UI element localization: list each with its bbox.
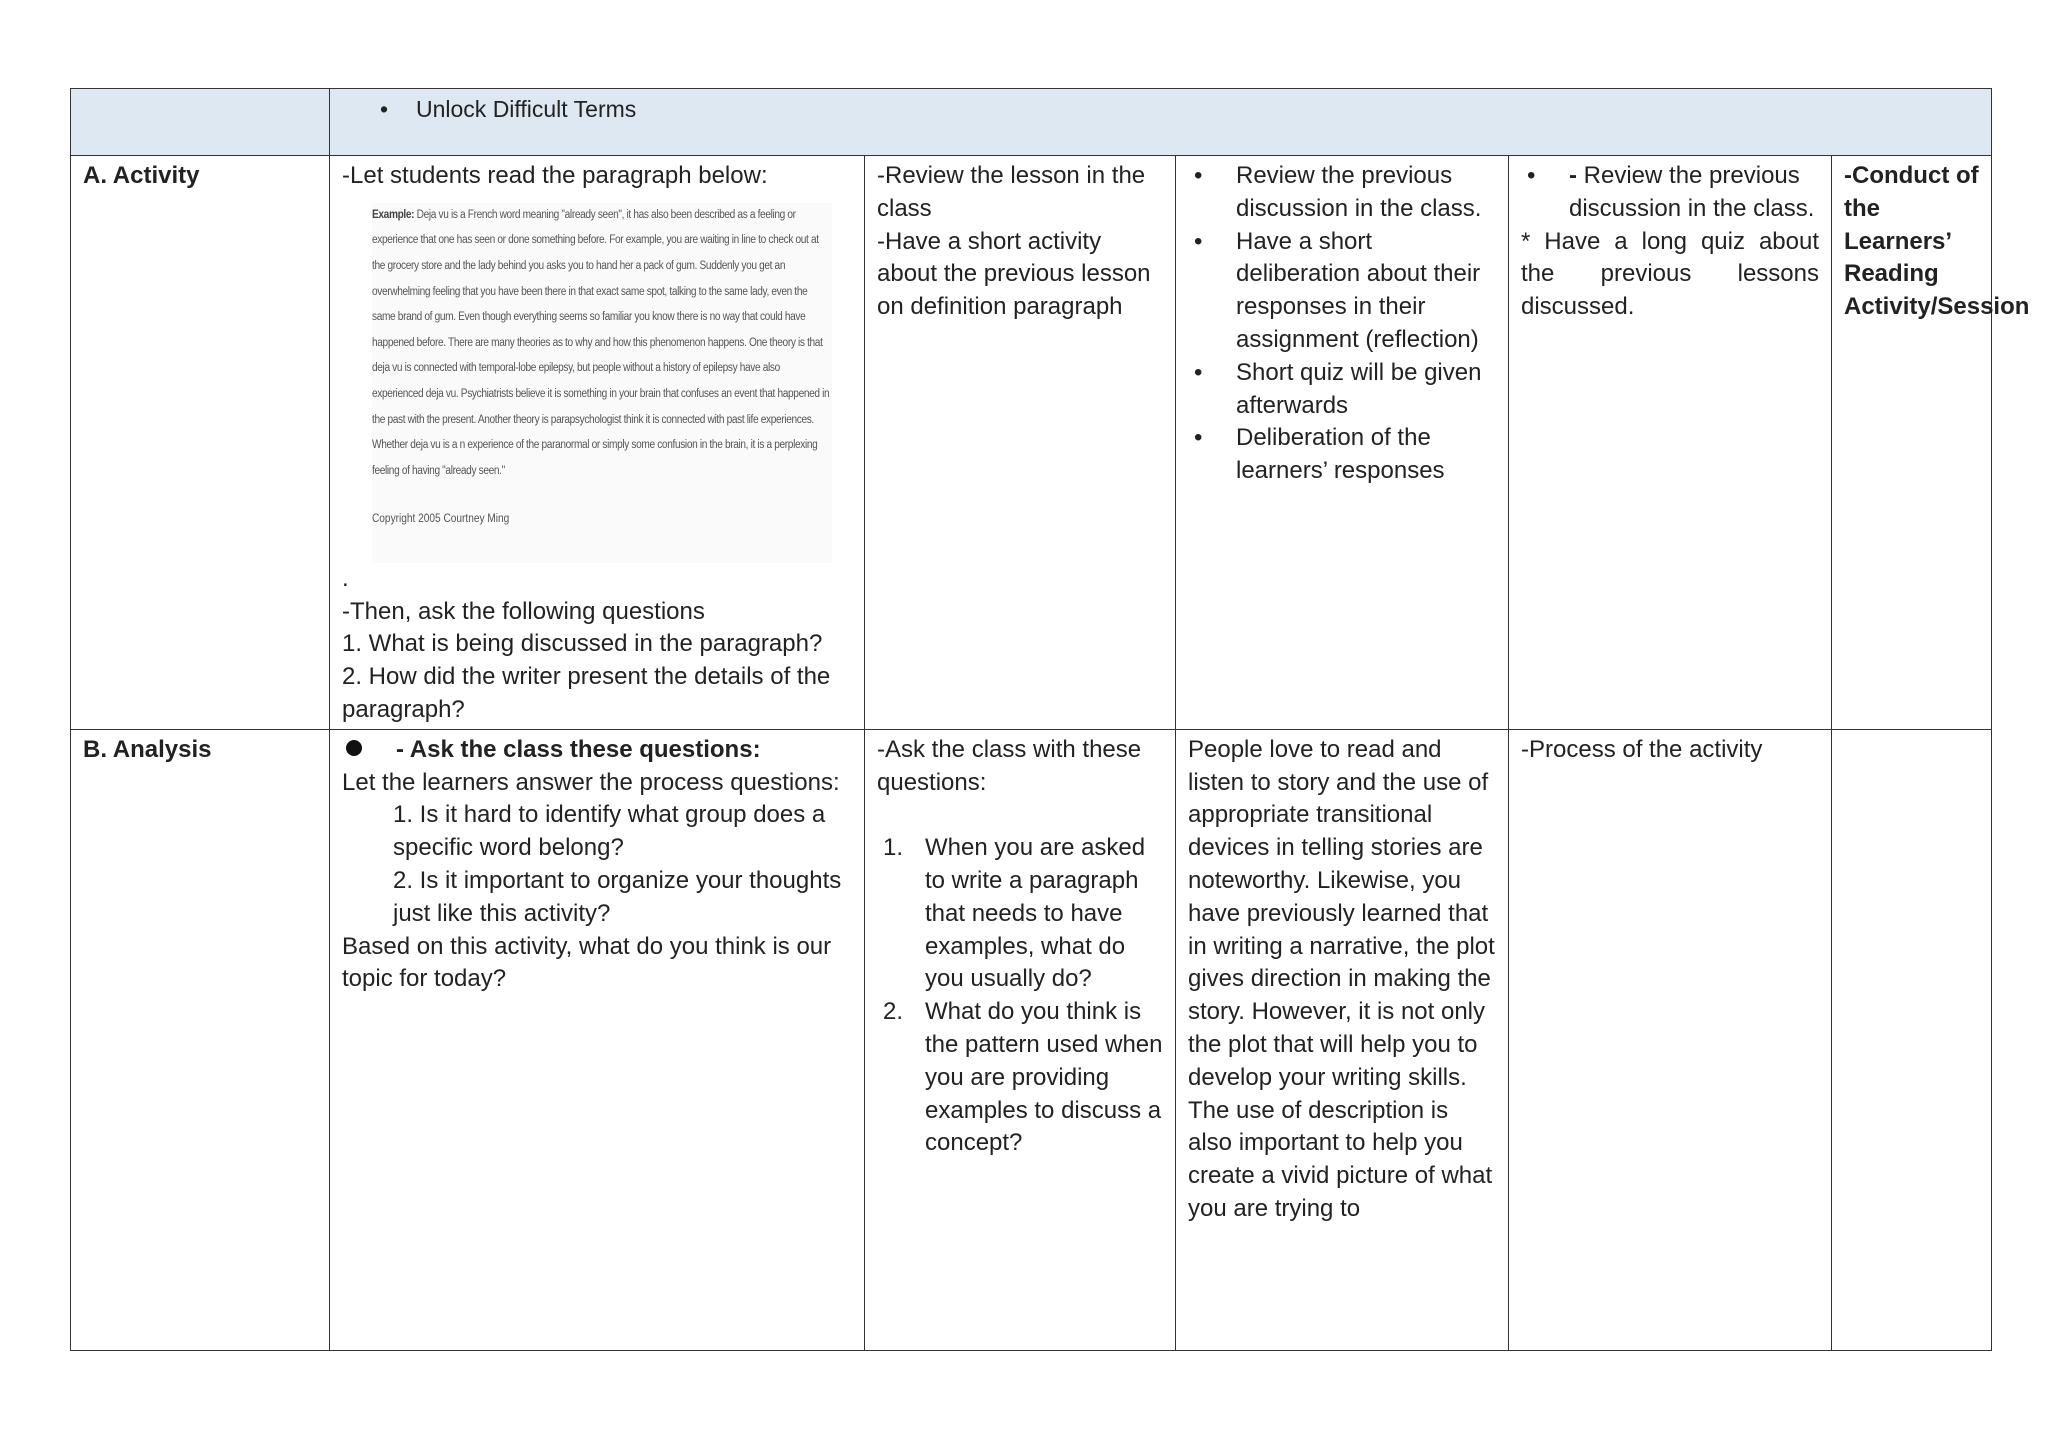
- bullet-prefix: -: [1569, 162, 1577, 189]
- analysis-label: B. Analysis: [83, 735, 212, 763]
- activity-label: A. Activity: [83, 162, 200, 189]
- list-item: • Short quiz will be given afterwards: [1188, 357, 1496, 423]
- banner-label-cell: [71, 89, 330, 156]
- activity-dot: .: [342, 564, 349, 592]
- list-item: • Deliberation of the learners’ responses: [1188, 422, 1496, 488]
- activity-then: -Then, ask the following questions: [342, 597, 705, 625]
- activity-col2-line1: -Review the lesson in the class: [877, 162, 1146, 222]
- banner-bullet-item: [380, 96, 636, 122]
- list-item: [1521, 160, 1819, 226]
- passage-copyright: Copyright 2005 Courtney Ming: [372, 512, 510, 525]
- analysis-closing: Based on this activity, what do you think is our topic for today?: [342, 932, 832, 993]
- activity-col2-line2: -Have a short activity about the previous lesson on definition paragraph: [877, 227, 1151, 321]
- passage-text: Deja vu is a French word meaning "already seen", it has also been described as a feeling or experience that one has seen or done something before. For example, you are waiting in line to check out at the grocery store and the lady behind you asks you to hand her a pack of gum. Suddenly you get an overwhelming feeling that you have been there in that exact same spot, talking to the same lady, even the same brand of gum. Even though everything seems so familiar you know there is no way that could have happened before. There are many theories as to why and how this phenomenon happens. One theory is that deja vu is connected with temporal-lobe epilepsy, but people without a history of epilepsy have also experienced deja vu. Psychiatrists believe it is something in your brain that confuses an event that happened in the past with the present. Another theory is parapsychologist think it is connected with past life experiences. Whether deja vu is a n experience of the paranormal or simply some confusion in the brain, it is a perplexing feeling of having "already seen.": [372, 208, 830, 477]
- activity-col5-cell: [1832, 156, 2030, 730]
- list-item: • Have a short deliberation about their responses in their assignment (reflection): [1188, 226, 1496, 357]
- analysis-row: [71, 729, 1992, 1350]
- banner-item-text: Unlock Difficult Terms: [416, 96, 637, 122]
- analysis-question-2: 2. Is it important to organize your thoughts just like this activity?: [393, 866, 842, 927]
- activity-col2-cell: [865, 156, 1176, 730]
- list-text: What do you think is the pattern used when you are providing examples to discuss a concept?: [925, 998, 1163, 1157]
- bullet-text: Review the previous discussion in the class.: [1569, 162, 1815, 222]
- list-item: [877, 832, 1163, 996]
- analysis-col3-text: People love to read and listen to story and the use of appropriate transitional devices in telling stories are noteworthy. Likewise, you have previously learned that in writing a narrative, the plot gives direction in making the story. However, it is not only the plot that will help you to develop your writing skills. The use of description is also important to help you create a vivid picture of what you are trying to: [1188, 735, 1495, 1222]
- analysis-col2-intro: -Ask the class with these questions:: [877, 735, 1142, 796]
- banner-row: [71, 89, 1992, 156]
- activity-question-2: 2. How did the writer present the details of the paragraph?: [342, 663, 831, 723]
- activity-row: [71, 156, 1992, 730]
- activity-col4-list: [1521, 160, 1819, 226]
- activity-col4-cell: [1509, 156, 1832, 730]
- activity-col4-line2: * Have a long quiz about the previous lessons discussed.: [1521, 227, 1819, 321]
- passage-example-label: Example:: [372, 208, 415, 221]
- activity-col3-list: [1188, 160, 1496, 488]
- list-number: 2.: [883, 998, 904, 1026]
- activity-label-cell: [71, 156, 330, 730]
- analysis-col3-cell: [1176, 729, 1509, 1350]
- analysis-heading: [342, 734, 852, 767]
- activity-intro: -Let students read the paragraph below:: [342, 162, 768, 189]
- analysis-line1: Let the learners answer the process questions:: [342, 768, 840, 796]
- analysis-col1-cell: [330, 729, 865, 1350]
- activity-col3-cell: [1176, 156, 1509, 730]
- activity-question-1: 1. What is being discussed in the paragraph?: [342, 630, 823, 658]
- analysis-col4-text: -Process of the activity: [1521, 735, 1763, 763]
- analysis-col2-list: [877, 832, 1163, 1160]
- activity-col5-text: -Conduct of the Learners’ Reading Activity/Session: [1844, 162, 2030, 321]
- analysis-col4-cell: [1509, 729, 1832, 1350]
- passage-image: [372, 203, 832, 563]
- list-item: [877, 996, 1163, 1160]
- analysis-question-1: 1. Is it hard to identify what group does a specific word belong?: [393, 801, 826, 862]
- banner-cell: [330, 89, 1992, 156]
- passage-paragraph: [372, 203, 830, 485]
- analysis-col5-cell: [1832, 729, 1992, 1350]
- bullet-icon: •: [380, 96, 389, 122]
- activity-col1-cell: [330, 156, 865, 730]
- analysis-heading-text: - Ask the class these questions:: [396, 735, 761, 763]
- list-text: When you are asked to write a paragraph that needs to have examples, what do you usually do?: [925, 834, 1146, 993]
- list-item: • Review the previous discussion in the class.: [1188, 160, 1496, 226]
- list-number: 1.: [883, 834, 904, 862]
- analysis-label-cell: [71, 729, 330, 1350]
- lesson-plan-table: [70, 88, 2030, 1351]
- spacer: [877, 799, 1163, 832]
- bullet-icon: [346, 740, 362, 756]
- analysis-col2-cell: [865, 729, 1176, 1350]
